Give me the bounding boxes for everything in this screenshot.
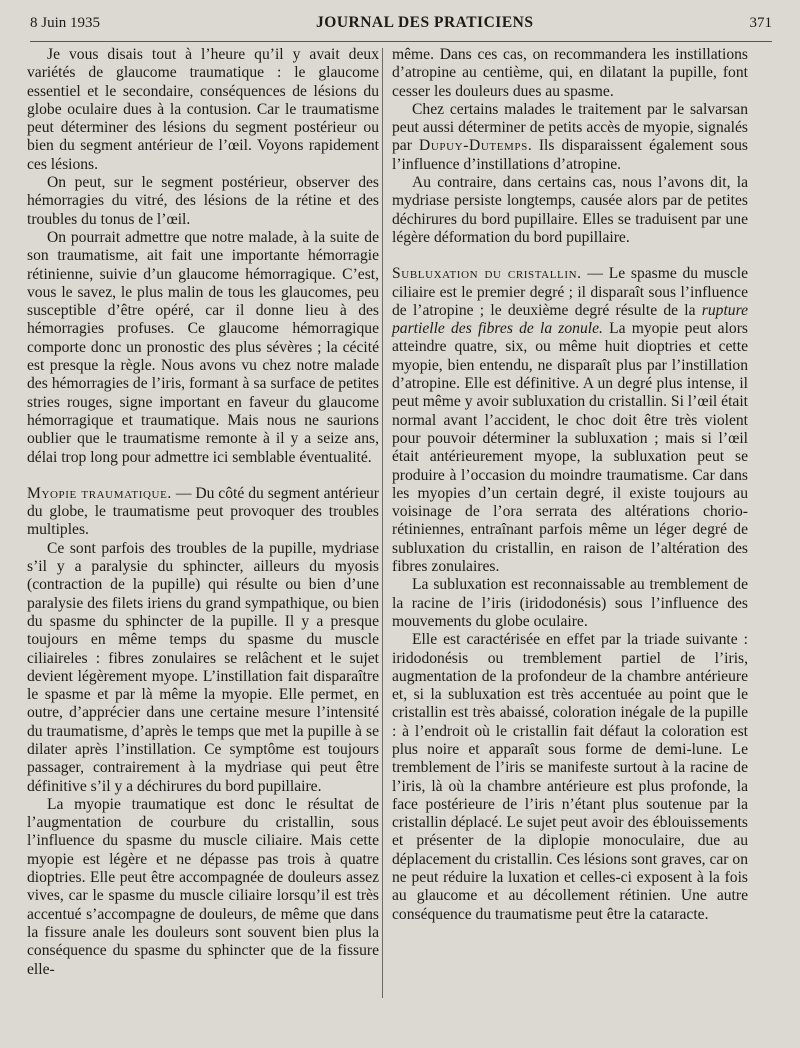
paragraph [392, 101, 748, 174]
text: . Ils disparaissent également sous l’influence d’instillations d’atropine. [392, 137, 748, 173]
paragraph: La myopie traumatique est donc le résultat de l’augmentation de courbure du cristallin, sous l’influence du spasme du muscle ciliaire. Mais cette myopie est légère et ne dépasse pas trois à quatre dioptries. Elle peut être accompagnée de douleurs assez vives, car le spasme du muscle ciliaire lorsqu’il est très accentué s’accompagne de douleurs, de même que dans la fissure anale les douleurs sont souvent bien plus la conséquence du spasme du sphincter que de la fissure elle- [27, 795, 379, 978]
paragraph: Au contraire, dans certains cas, nous l’avons dit, la mydriase persiste longtemps, causée alors par de petites déchirures du bord pupillaire. Elles se traduisent par une légère déformation du bord pupillaire. [392, 174, 748, 246]
section-subluxation [392, 265, 748, 576]
left-column [27, 46, 379, 979]
page-number: 371 [749, 15, 772, 31]
text: Chez certains malades le traitement par le salvarsan peut aussi déterminer de petits accès de myopie, signalés par [392, 100, 748, 155]
paragraph: Je vous disais tout à l’heure qu’il y avait deux variétés de glaucome traumatique : le glaucome essentiel et le secondaire, conséquences de lésions du globe oculaire dues à la contusion. Car le traumatisme peut déterminer des lésions du segment postérieur ou bien du segment antérieur de l’œil. Voyons rapidement ces lésions. [27, 46, 379, 173]
right-column [392, 46, 748, 924]
journal-title: JOURNAL DES PRATICIENS [316, 14, 534, 31]
section-heading: Subluxation du cristallin. [392, 265, 582, 283]
column-rule [382, 48, 383, 998]
header-date: 8 Juin 1935 [30, 15, 101, 31]
paragraph: Ce sont parfois des troubles de la pupille, mydriase s’il y a paralysie du sphincter, ailleurs du myosis (contraction de la pupille) qui résulte ou bien d’une paralysie des filets iriens du grand sympathique, ou bien du spasme du sphincter de la pupille. Il y a presque toujours en même temps du spasme du muscle ciliaireles : fibres zonulaires se relâchent et le sujet devient légèrement myope. L’instillation fait disparaître le spasme et par là même la myopie. Elle permet, en outre, d’apprécier dans une certaine mesure l’intensité du traumatisme, d’après le temps que met la pupille à se dilater après l’instillation. Ce symptôme est toujours passager, contrairement à la mydriase qui peut être définitive s’il y a déchirures du bord pupillaire. [27, 539, 379, 795]
paragraph: On peut, sur le segment postérieur, observer des hémorragies du vitré, des lésions de la rétine et des troubles du tonus de l’œil. [27, 174, 379, 228]
author-name: Dupuy-Dutemps [418, 137, 528, 155]
section-text: — Du côté du segment antérieur du globe, le traumatisme peut provoquer des troubles multiples. [27, 484, 379, 539]
section-text: — Le spasme du muscle ciliaire est le premier degré ; il disparaît sous l’influence de l’atropine ; le deuxième degré résulte de la [392, 265, 748, 319]
section-myopie [27, 485, 379, 540]
running-header [30, 14, 772, 42]
paragraph: même. Dans ces cas, on recommandera les instillations d’atropine au centième, qui, en dilatant la pupille, font cesser les douleurs dues au spasme. [392, 46, 748, 100]
paragraph: Elle est caractérisée en effet par la triade suivante : iridodonésis ou tremblement partiel de l’iris, augmentation de la profondeur de la chambre antérieure et, si la subluxation est très accentuée au point que le cristallin est très abaissé, coloration inégale de la pupille : à l’endroit où le cristallin fait défaut la coloration est plus noire et apparaît sous forme de demi-lune. Le tremblement de l’iris se manifeste surtout à la racine de l’iris, là où la chambre antérieure est plus profonde, la face postérieure de l’iris n’étant plus soutenue par la cristallin déplacé. Le sujet peut avoir des éblouissements et présenter de la diplopie monoculaire, due au déplacement du cristallin. Ces lésions sont graves, car on ne peut réduire la luxation et celles-ci exposent à la fois au glaucome et au décollement rétinien. Une autre conséquence du traumatisme peut être la cataracte. [392, 631, 748, 923]
emphasis: rupture partielle des fibres de la zonule. [392, 301, 748, 338]
section-heading: Myopie traumatique. [27, 484, 172, 502]
section-text: La myopie peut alors atteindre quatre, six, ou même huit dioptries et cette myopie, bien entendu, ne disparaît plus par l’instillation d’atropine. Elle est définitive. A un degré plus intense, il peut même y avoir subluxation du cristallin. Si l’œil était normal avant l’accident, le choc doit être très violent pour pouvoir déterminer la subluxation ; mais si l’œil était antérieurement myope, la subluxation peut se produire à l’occasion du moindre traumatisme. Car dans les myopies d’un certain degré, il existe toujours au voisinage de l’ora serrata des altérations chorio-rétiniennes, entraînant parfois même un léger degré de subluxation du cristallin, en raison de l’altération des fibres zonulaires. [392, 320, 748, 576]
paragraph: La subluxation est reconnaissable au tremblement de la racine de l’iris (iridodonésis) sous l’influence des mouvements du globe oculaire. [392, 576, 748, 630]
paragraph: On pourrait admettre que notre malade, à la suite de son traumatisme, ait fait une importante hémorragie rétinienne, suivie d’un glaucome hémorragique. C’est, vous le savez, le plus malin de tous les glaucomes, peu susceptible d’être opéré, car il donne lieu à des hémorragies profuses. Ce glaucome hémorragique comporte donc un pronostic des plus sévères ; la cécité est presque la règle. Nous avons vu chez notre malade des hémorragies de l’iris, formant à sa surface de petites stries rouges, signe important en faveur du glaucome hémorragique et traumatique. Mais nous ne saurions oublier que le traumatisme remonte à il y a seize ans, délai trop long pour admettre ici semblable éventualité. [27, 228, 379, 466]
